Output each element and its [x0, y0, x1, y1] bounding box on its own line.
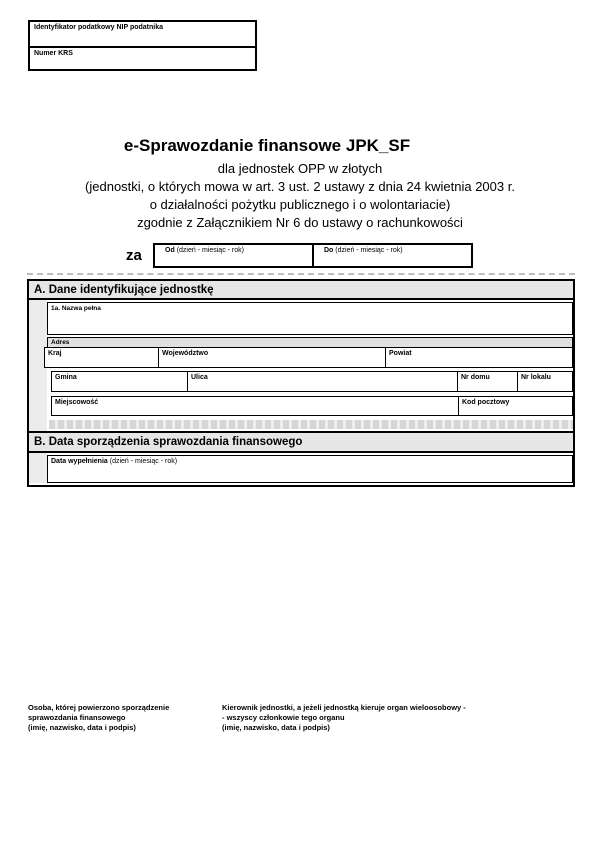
nazwa-pelna-field[interactable] — [47, 302, 573, 335]
form-subtitle-4: zgodnie z Załącznikiem Nr 6 do ustawy o rachunkowości — [137, 215, 463, 230]
signature-left-line-3: (imię, nazwisko, data i podpis) — [28, 723, 136, 732]
kod-pocztowy-field[interactable] — [459, 397, 572, 415]
wojewodztwo-field[interactable] — [159, 348, 386, 367]
powiat-field[interactable] — [386, 348, 572, 367]
period-to-hint: (dzień - miesiąc - rok) — [335, 247, 403, 254]
nip-field[interactable] — [30, 22, 255, 48]
ulica-label: Ulica — [191, 374, 208, 381]
taxpayer-id-box — [28, 20, 257, 71]
address-row-2 — [51, 371, 573, 392]
period-to-label: Do — [324, 247, 334, 254]
signature-right-line-2: - wszyscy członkowie tego organu — [222, 713, 345, 722]
period-to-field[interactable] — [314, 245, 471, 266]
period-box — [153, 243, 473, 268]
data-wypelnienia-labels — [48, 456, 572, 467]
data-wypelnienia-field[interactable] — [47, 455, 573, 483]
form-subtitle-2: (jednostki, o których mowa w art. 3 ust. 2 ustawy z dnia 24 kwietnia 2003 r. — [85, 179, 515, 194]
kod-pocztowy-label: Kod pocztowy — [462, 399, 510, 406]
left-gray-strip — [29, 300, 47, 483]
nip-field-label: Identyfikator podatkowy NIP podatnika — [34, 24, 164, 31]
signature-left-line-1: Osoba, której powierzono sporządzenie — [28, 703, 170, 712]
period-from-field[interactable] — [155, 245, 314, 266]
signature-left-line-2: sprawozdania finansowego — [28, 713, 126, 722]
data-wypelnienia-hint: (dzień - miesiąc - rok) — [109, 458, 178, 465]
signature-left-caption — [28, 703, 213, 733]
gmina-label: Gmina — [55, 374, 77, 381]
signature-right-caption — [222, 703, 562, 733]
period-from-hint: (dzień - miesiąc - rok) — [176, 247, 244, 254]
period-za-label: za — [126, 247, 142, 264]
address-row-3 — [51, 396, 573, 416]
nr-domu-field[interactable] — [458, 372, 518, 391]
miejscowosc-field[interactable] — [52, 397, 459, 415]
form-subtitle-1: dla jednostek OPP w złotych — [217, 161, 383, 176]
kraj-label: Kraj — [48, 350, 62, 357]
title-block — [0, 136, 600, 232]
dashed-divider — [27, 273, 575, 275]
miejscowosc-label: Miejscowość — [55, 399, 99, 406]
form-subtitle-3: o działalności pożytku publicznego i o wolontariacie) — [149, 197, 451, 212]
section-a-header: A. Dane identyfikujące jednostkę — [29, 281, 573, 300]
krs-field[interactable] — [30, 48, 255, 69]
signature-right-line-1: Kierownik jednostki, a jeżeli jednostką kieruje organ wieloosobowy - — [222, 703, 466, 712]
period-from-label: Od — [165, 247, 175, 254]
nr-domu-label: Nr domu — [461, 374, 490, 381]
data-wypelnienia-label: Data wypełnienia — [51, 458, 108, 465]
adres-bar: Adres — [47, 337, 573, 348]
address-row-1 — [44, 347, 573, 368]
krs-field-label: Numer KRS — [34, 50, 73, 57]
gmina-field[interactable] — [52, 372, 188, 391]
form-title: e-Sprawozdanie finansowe JPK_SF — [123, 136, 411, 155]
main-form-box — [27, 279, 575, 487]
wojewodztwo-label: Województwo — [162, 350, 209, 357]
section-b-header: B. Data sporządzenia sprawozdania finansowego — [29, 431, 573, 453]
kraj-field[interactable] — [45, 348, 159, 367]
nr-lokalu-field[interactable] — [518, 372, 572, 391]
nr-lokalu-label: Nr lokalu — [521, 374, 551, 381]
ulica-field[interactable] — [188, 372, 458, 391]
signature-right-line-3: (imię, nazwisko, data i podpis) — [222, 723, 330, 732]
nazwa-pelna-label: 1a. Nazwa pełna — [51, 305, 101, 312]
dotted-strip — [49, 420, 573, 429]
powiat-label: Powiat — [389, 350, 412, 357]
